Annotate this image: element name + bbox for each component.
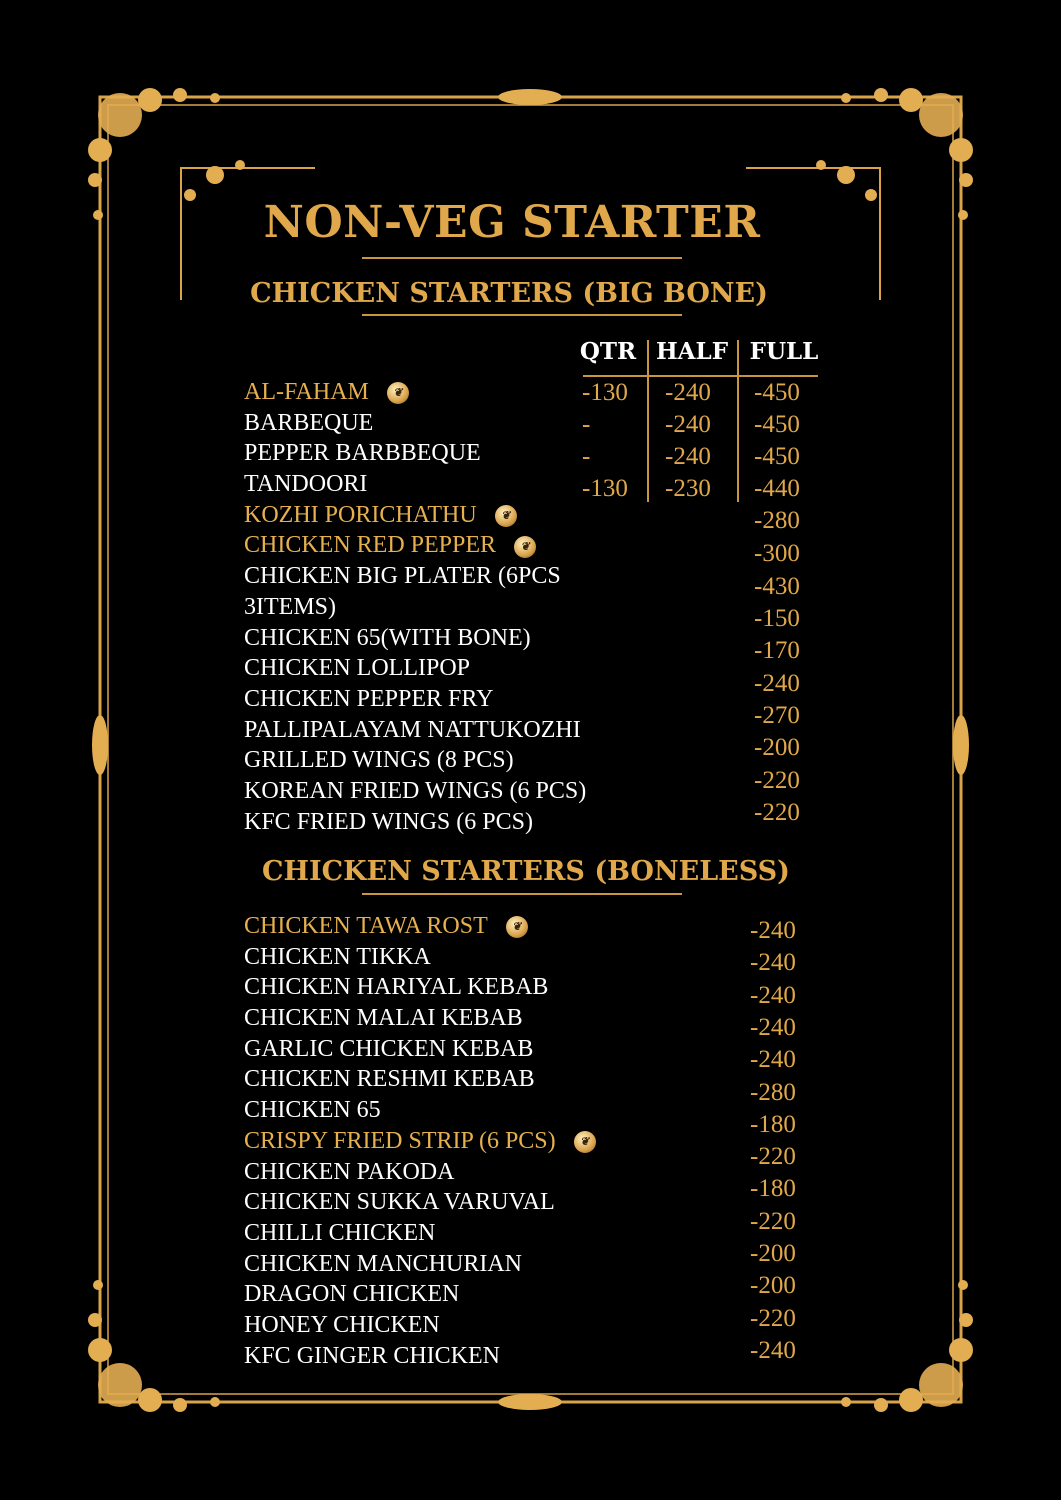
- menu-item-name: GRILLED WINGS (8 PCS): [244, 747, 514, 774]
- price-full: -240: [754, 670, 800, 697]
- menu-item-name: CHICKEN HARIYAL KEBAB: [244, 974, 549, 1001]
- price-full: -450: [754, 411, 800, 438]
- chef-special-icon: ❦: [506, 916, 528, 938]
- price: -240: [750, 949, 796, 977]
- menu-item-name: TANDOORI: [244, 471, 368, 498]
- menu-item-name: CHICKEN RED PEPPER: [244, 532, 497, 559]
- menu-item-name: CHICKEN BIG PLATER (6PCS: [244, 563, 561, 590]
- menu-item-name: CHICKEN MALAI KEBAB: [244, 1005, 523, 1032]
- menu-item-name: CHICKEN 65: [244, 1097, 381, 1124]
- col-divider-1: [647, 340, 649, 502]
- menu-item-chicken-65: [244, 1095, 596, 1126]
- price-full: -440: [754, 475, 800, 502]
- price-qtr: -130: [582, 379, 628, 406]
- chef-special-icon: ❦: [574, 1131, 596, 1153]
- price: -240: [750, 1336, 796, 1364]
- price-full: -280: [754, 507, 800, 534]
- chef-special-icon: ❦: [495, 505, 517, 527]
- price-qtr: -130: [582, 475, 628, 502]
- price-full: -170: [754, 637, 800, 664]
- menu-item-name: DRAGON CHICKEN: [244, 1281, 460, 1308]
- menu-item-barbeque: [244, 408, 586, 439]
- boneless-items: [244, 911, 596, 1371]
- menu-item-name: CHICKEN MANCHURIAN: [244, 1250, 523, 1277]
- menu-item-chicken-hariyal-kebab: [244, 972, 596, 1003]
- price-full: -450: [754, 379, 800, 406]
- price: -180: [750, 1175, 796, 1203]
- price: -240: [750, 981, 796, 1009]
- menu-item-chicken-malai-kebab: [244, 1003, 596, 1034]
- menu-item-name: CHICKEN LOLLIPOP: [244, 655, 470, 682]
- menu-item-pallipalayam-nattukozhi: [244, 715, 586, 746]
- menu-item-grilled-wings-8-pcs: [244, 745, 586, 776]
- menu-item-chicken-lollipop: [244, 653, 586, 684]
- price-full: -430: [754, 573, 800, 600]
- page-title: NON-VEG STARTER: [263, 197, 761, 248]
- menu-item-kfc-fried-wings-6-pcs: [244, 807, 586, 838]
- menu-item-pepper-barbbeque: [244, 438, 586, 469]
- menu-item-name: 3ITEMS): [244, 593, 336, 620]
- corner-ornament-bl: [88, 1280, 220, 1412]
- menu-item-al-faham: [244, 377, 586, 408]
- menu-item-name: CHICKEN SUKKA VARUVAL: [244, 1189, 555, 1216]
- menu-item-name: CHICKEN PAKODA: [244, 1158, 455, 1185]
- price: -240: [750, 1013, 796, 1041]
- menu-item-name: CHICKEN TAWA ROST: [244, 913, 488, 939]
- menu-item-kfc-ginger-chicken: [244, 1341, 596, 1372]
- menu-item-name: CHICKEN PEPPER FRY: [244, 685, 494, 712]
- menu-item-name: KOREAN FRIED WINGS (6 PCS): [244, 777, 587, 804]
- menu-item-dragon-chicken: [244, 1279, 596, 1310]
- price: -200: [750, 1240, 796, 1267]
- price-full: -220: [754, 799, 800, 826]
- price: -180: [750, 1110, 796, 1138]
- chef-special-icon: ❦: [514, 536, 536, 558]
- menu-item-name: CHICKEN RESHMI KEBAB: [244, 1066, 535, 1093]
- menu-item-name: KFC GINGER CHICKEN: [244, 1342, 501, 1369]
- menu-item-chicken-big-plater-6pcs: [244, 561, 586, 592]
- price-full: -450: [754, 443, 800, 470]
- price-qtr: -: [582, 443, 591, 470]
- price-full: -150: [754, 605, 800, 632]
- col-head-full: FULL: [749, 338, 819, 365]
- col-head-underline: [583, 375, 818, 377]
- menu-item-name: PALLIPALAYAM NATTUKOZHI: [244, 716, 581, 743]
- big-bone-underline: [362, 314, 682, 316]
- menu-item-name: HONEY CHICKEN: [244, 1311, 440, 1338]
- price-half: -230: [665, 475, 711, 502]
- menu-item-chicken-pakoda: [244, 1157, 596, 1188]
- price-half: -240: [665, 379, 711, 406]
- col-divider-2: [737, 340, 739, 502]
- price-full: -300: [754, 540, 800, 567]
- menu-item-chicken-manchurian: [244, 1249, 596, 1280]
- price: -280: [750, 1078, 796, 1106]
- menu-item-name: CHICKEN TIKKA: [244, 943, 431, 970]
- menu-item-name: KOZHI PORICHATHU: [244, 501, 477, 528]
- corner-ornament-br: [841, 1280, 973, 1412]
- price-full: -270: [754, 702, 800, 729]
- menu-item-name: AL-FAHAM: [244, 379, 369, 405]
- big-bone-items: [244, 377, 586, 837]
- chef-special-icon: ❦: [387, 382, 409, 404]
- menu-item-chicken-tawa-rost: [244, 911, 596, 942]
- price: -220: [750, 1143, 796, 1171]
- menu-item-chilli-chicken: [244, 1218, 596, 1249]
- big-bone-heading: CHICKEN STARTERS (BIG BONE): [250, 278, 768, 309]
- price: -220: [750, 1304, 796, 1332]
- menu-item-kozhi-porichathu: [244, 500, 586, 531]
- col-head-half: HALF: [655, 338, 729, 365]
- menu-item-korean-fried-wings-6-pcs: [244, 776, 586, 807]
- menu-item-name: KFC FRIED WINGS (6 PCS): [244, 808, 533, 835]
- boneless-underline: [362, 893, 682, 895]
- menu-item-tandoori: [244, 469, 586, 500]
- price-qtr: -: [582, 411, 591, 438]
- menu-item-honey-chicken: [244, 1310, 596, 1341]
- menu-item-name: PEPPER BARBBEQUE: [244, 440, 481, 467]
- price-full: -220: [754, 767, 800, 794]
- price: -240: [750, 1046, 796, 1074]
- price: -200: [750, 1272, 796, 1300]
- menu-item-crispy-fried-strip-6-pcs: [244, 1126, 596, 1157]
- price: -220: [750, 1207, 796, 1235]
- price-half: -240: [665, 443, 711, 470]
- menu-item-chicken-65-with-bone: [244, 623, 586, 654]
- menu-item-chicken-reshmi-kebab: [244, 1064, 596, 1095]
- price-full: -200: [754, 734, 800, 761]
- menu-item-name: GARLIC CHICKEN KEBAB: [244, 1035, 534, 1062]
- price: -240: [750, 917, 796, 944]
- menu-item-chicken-pepper-fry: [244, 684, 586, 715]
- price-half: -240: [665, 411, 711, 438]
- menu-item-chicken-sukka-varuval: [244, 1187, 596, 1218]
- menu-item-name: CRISPY FRIED STRIP (6 PCS): [244, 1127, 556, 1154]
- menu-item-chicken-tikka: [244, 942, 596, 973]
- menu-item-garlic-chicken-kebab: [244, 1034, 596, 1065]
- menu-item-name: CHICKEN 65(WITH BONE): [244, 624, 531, 651]
- title-underline: [362, 257, 682, 259]
- col-head-qtr: QTR: [579, 338, 637, 365]
- boneless-heading: CHICKEN STARTERS (BONELESS): [262, 856, 790, 887]
- menu-item-3items: [244, 592, 586, 623]
- menu-item-name: CHILLI CHICKEN: [244, 1219, 436, 1246]
- menu-item-name: BARBEQUE: [244, 409, 374, 436]
- menu-item-chicken-red-pepper: [244, 530, 586, 561]
